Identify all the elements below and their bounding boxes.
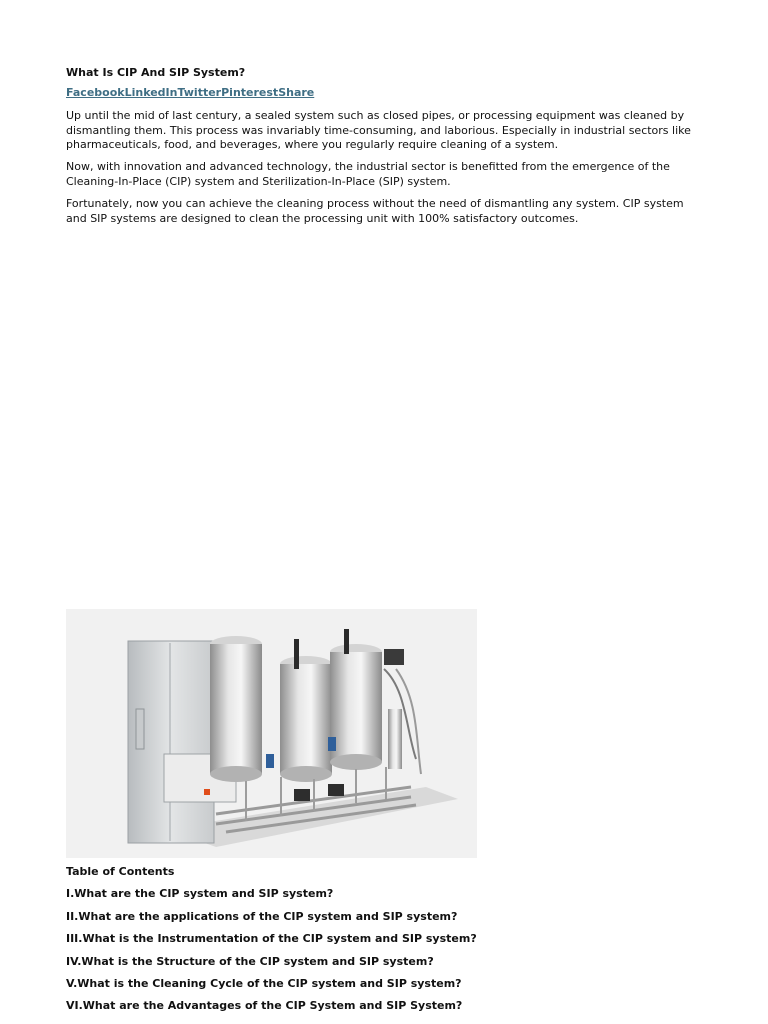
innovation-paragraph: Now, with innovation and advanced technology, the industrial sector is benefitted from the emergence of the Cleaning-In-Place (CIP) system and Sterilization-In-Place (SIP) system. — [66, 160, 670, 188]
benefit-paragraph: Fortunately, now you can achieve the cleaning process without the need of dismantling any system. CIP system and SIP systems are designed to clean the processing unit with 100% satisfactory outcomes. — [66, 197, 684, 225]
share-link-facebook[interactable]: Facebook — [66, 86, 125, 99]
share-links — [66, 86, 314, 99]
toc-title: Table of Contents — [66, 865, 175, 878]
toc-item[interactable]: II.What are the applications of the CIP system and SIP system? — [66, 909, 458, 923]
article-title: What Is CIP And SIP System? — [66, 66, 246, 79]
toc-item[interactable]: I.What are the CIP system and SIP system? — [66, 887, 334, 901]
share-link-twitter[interactable]: Twitter — [177, 86, 222, 99]
toc-item[interactable]: VI.What are the Advantages of the CIP System and SIP System? — [66, 999, 463, 1013]
share-link-share[interactable]: Share — [278, 86, 315, 99]
cip-sip-equipment-illustration — [66, 609, 477, 858]
toc-item[interactable]: III.What is the Instrumentation of the CIP system and SIP system? — [66, 932, 477, 946]
cip-sip-equipment-image — [66, 609, 477, 858]
toc-item[interactable]: IV.What is the Structure of the CIP system and SIP system? — [66, 954, 434, 968]
share-link-linkedin[interactable]: LinkedIn — [124, 86, 178, 99]
toc-item[interactable]: V.What is the Cleaning Cycle of the CIP system and SIP system? — [66, 976, 462, 990]
table-of-contents — [66, 864, 477, 1021]
share-link-pinterest[interactable]: Pinterest — [221, 86, 279, 99]
intro-paragraph: Up until the mid of last century, a sealed system such as closed pipes, or processing equipment was cleaned by dismantling them. This process was invariably time-consuming, and laborious. Especially in industrial sectors like pharmaceuticals, food, and beverages, where you regularly require cleaning of a system. — [66, 109, 691, 151]
